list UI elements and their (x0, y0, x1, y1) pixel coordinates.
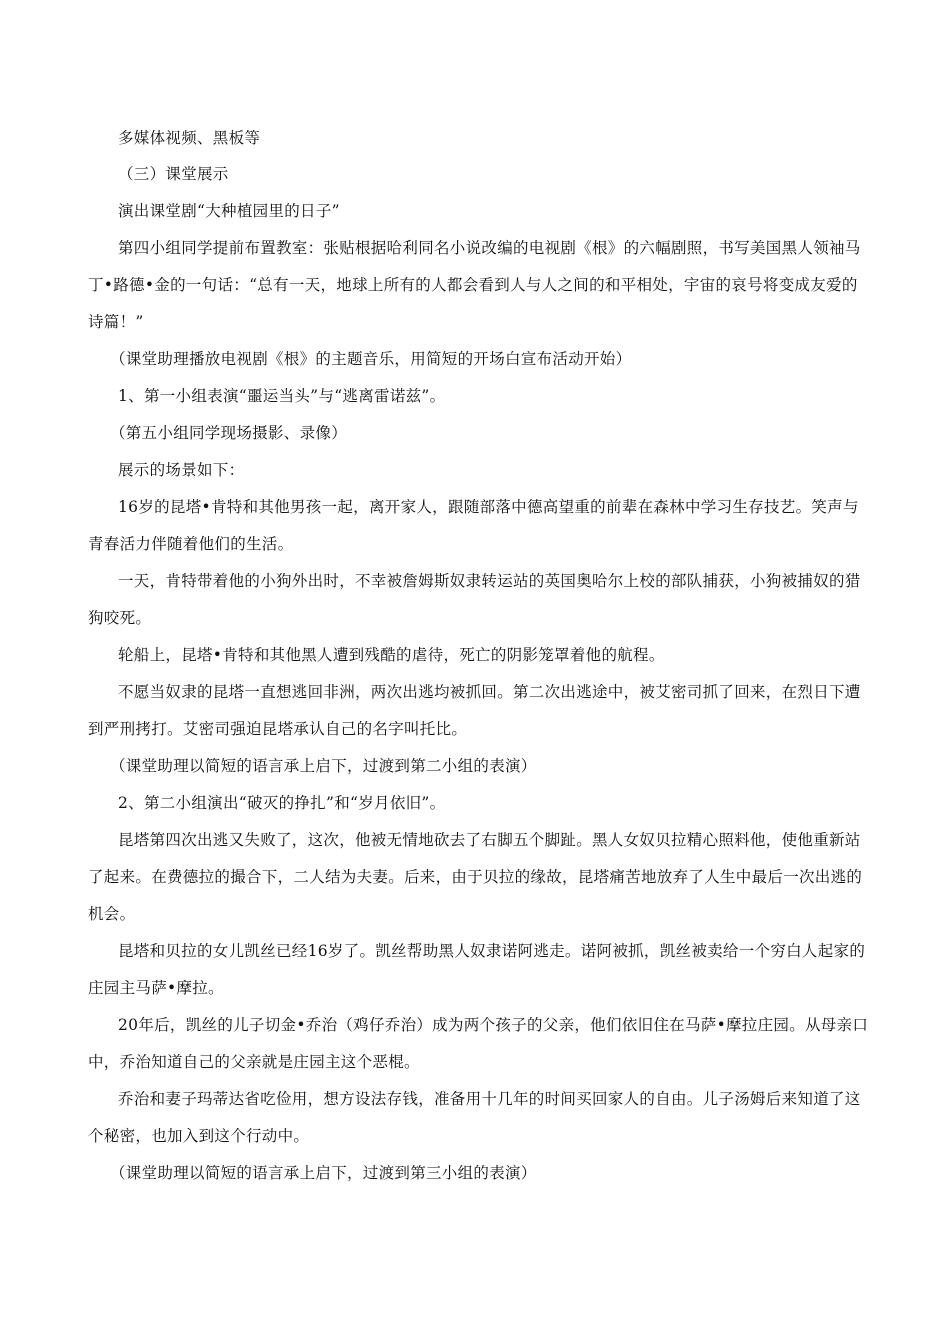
paragraph-scene-capture: 一天，肯特带着他的小狗外出时，不幸被詹姆斯奴隶转运站的英国奥哈尔上校的部队捕获，小狗被捕奴的猎狗咬死。 (88, 572, 861, 627)
paragraph-scene-fourth-escape: 昆塔第四次出逃又失败了，这次，他被无情地砍去了右脚五个脚趾。黑人女奴贝拉精心照料他，使他重新站了起来。在费德拉的撮合下，二人结为夫妻。后来，由于贝拉的缘故，昆塔痛苦地放弃了人生中最后一次出逃的机会。 (88, 831, 863, 923)
paragraph-assistant-transition-3: （课堂助理以简短的语言承上启下，过渡到第三小组的表演） (110, 1164, 537, 1182)
paragraph-scene-forest: 16岁的昆塔•肯特和其他男孩一起，离开家人，跟随部落中德高望重的前辈在森林中学习生存技艺。笑声与青春活力伴随着他们的生活。 (88, 498, 859, 553)
paragraph-assistant-transition-2: （课堂助理以简短的语言承上启下，过渡到第二小组的表演） (110, 757, 537, 775)
paragraph-scenes-intro: 展示的场景如下： (118, 461, 245, 479)
paragraph-group1-performance: 1、第一小组表演“噩运当头”与“逃离雷诺兹”。 (118, 387, 446, 405)
paragraph-scene-kizzy: 昆塔和贝拉的女儿凯丝已经16岁了。凯丝帮助黑人奴隶诺阿逃走。诺阿被抓，凯丝被卖给一个穷白人起家的庄园主马萨•摩拉。 (88, 942, 866, 997)
paragraph-scene-escape: 不愿当奴隶的昆塔一直想逃回非洲，两次出逃均被抓回。第二次出逃途中，被艾密司抓了回来，在烈日下遭到严刑拷打。艾密司强迫昆塔承认自己的名字叫托比。 (88, 683, 861, 738)
document-page (88, 0, 870, 1344)
paragraph-scene-ship: 轮船上，昆塔•肯特和其他黑人遭到残酷的虐待，死亡的阴影笼罩着他的航程。 (118, 646, 665, 664)
paragraph-group4-setup: 第四小组同学提前布置教室：张贴根据哈利同名小说改编的电视剧《根》的六幅剧照，书写美国黑人领袖马丁•路德•金的一句话：“总有一天，地球上所有的人都会看到人与人之间的和平相处，宇宙的哀号将变成友爱的诗篇！” (88, 239, 861, 331)
paragraph-scene-saving-freedom: 乔治和妻子玛蒂达省吃俭用，想方设法存钱，准备用十几年的时间买回家人的自由。儿子汤姆后来知道了这个秘密，也加入到这个行动中。 (88, 1090, 861, 1145)
paragraph-materials: 多媒体视频、黑板等 (118, 129, 261, 147)
paragraph-assistant-opening: （课堂助理播放电视剧《根》的主题音乐，用简短的开场白宣布活动开始） (110, 350, 632, 368)
paragraph-play-title: 演出课堂剧“大种植园里的日子” (118, 202, 340, 220)
paragraph-scene-chicken-george: 20年后，凯丝的儿子切金•乔治（鸡仔乔治）成为两个孩子的父亲，他们依旧住在马萨•摩拉庄园。从母亲口中，乔治知道自己的父亲就是庄园主这个恶棍。 (88, 1016, 869, 1071)
section-heading-classroom-display: （三）课堂展示 (118, 165, 229, 183)
paragraph-group5-filming: （第五小组同学现场摄影、录像） (110, 424, 348, 442)
paragraph-group2-performance: 2、第二小组演出“破灭的挣扎”和“岁月依旧”。 (118, 794, 446, 812)
